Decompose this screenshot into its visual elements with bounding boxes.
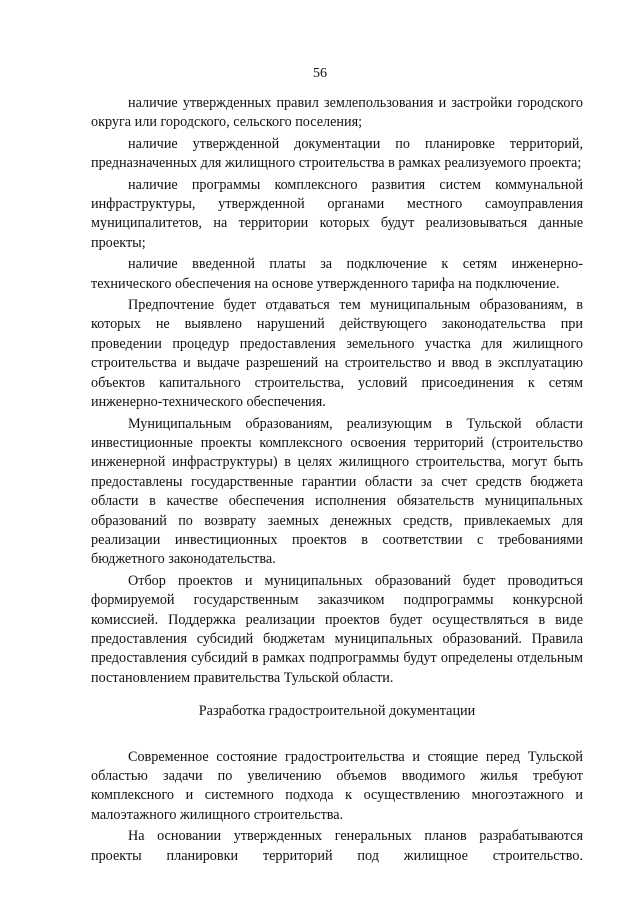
paragraph-land-use-rules: наличие утвержденных правил землепользования и застройки городского округа или городского, сельского поселения; [91,95,583,131]
paragraph-general-plans: На основании утвержденных генеральных планов разрабатываются проекты планировки территорий под жилищное строительство. [91,828,583,864]
paragraph-urban-planning-state: Современное состояние градостроительства и стоящие перед Тульской областью задачи по увеличению объемов вводимого жилья требуют комплексного и системного подхода к осуществлению многоэтажного и малоэтажного жилищного строительства. [91,748,583,823]
page-number: 56 [313,66,327,81]
paragraph-project-selection: Отбор проектов и муниципальных образований будет проводиться формируемой государственным заказчиком подпрограммы конкурсной комиссией. Поддержка реализации проектов будет осуществляться в виде предоставления субсидий бюджетам муниципальных образований. Правила предоставления субсидий в рамках подпрограммы будут определены отдельным постановлением правительства Тульской области. [91,572,583,686]
section-heading: Разработка градостроительной документации [198,703,476,720]
paragraph-connection-fee: наличие введенной платы за подключение к сетям инженерно-технического обеспечения на основе утвержденного тарифа на подключение. [91,256,583,292]
paragraph-state-guarantees: Муниципальным образованиям, реализующим в Тульской области инвестиционные проекты комплексного освоения территорий (строительство инженерной инфраструктуры) в целях жилищного строительства, могут быть предоставлены государственные гарантии области за счет средств бюджета области в качестве обеспечения исполнения обязательств муниципальных образований по возврату заемных денежных средств, привлекаемых для реализации инвестиционных проектов в соответствии с требованиями бюджетного законодательства. [91,415,583,568]
page-body [91,94,583,866]
paragraph-planning-documentation: наличие утвержденной документации по планировке территорий, предназначенных для жилищного строительства в рамках реализуемого проекта; [91,135,583,172]
paragraph-infrastructure-program: наличие программы комплексного развития систем коммунальной инфраструктуры, утвержденной органами местного самоуправления муниципалитетов, на территории которых будут реализовываться данные проекты; [91,176,583,251]
paragraph-municipal-preference: Предпочтение будет отдаваться тем муниципальным образованиям, в которых не выявлено нарушений действующего законодательства при проведении процедур предоставления земельного участка для жилищного строительства и выдаче разрешений на строительство и ввод в эксплуатацию объектов капитального строительства, условий присоединения к сетям инженерно-технического обеспечения. [91,297,583,411]
